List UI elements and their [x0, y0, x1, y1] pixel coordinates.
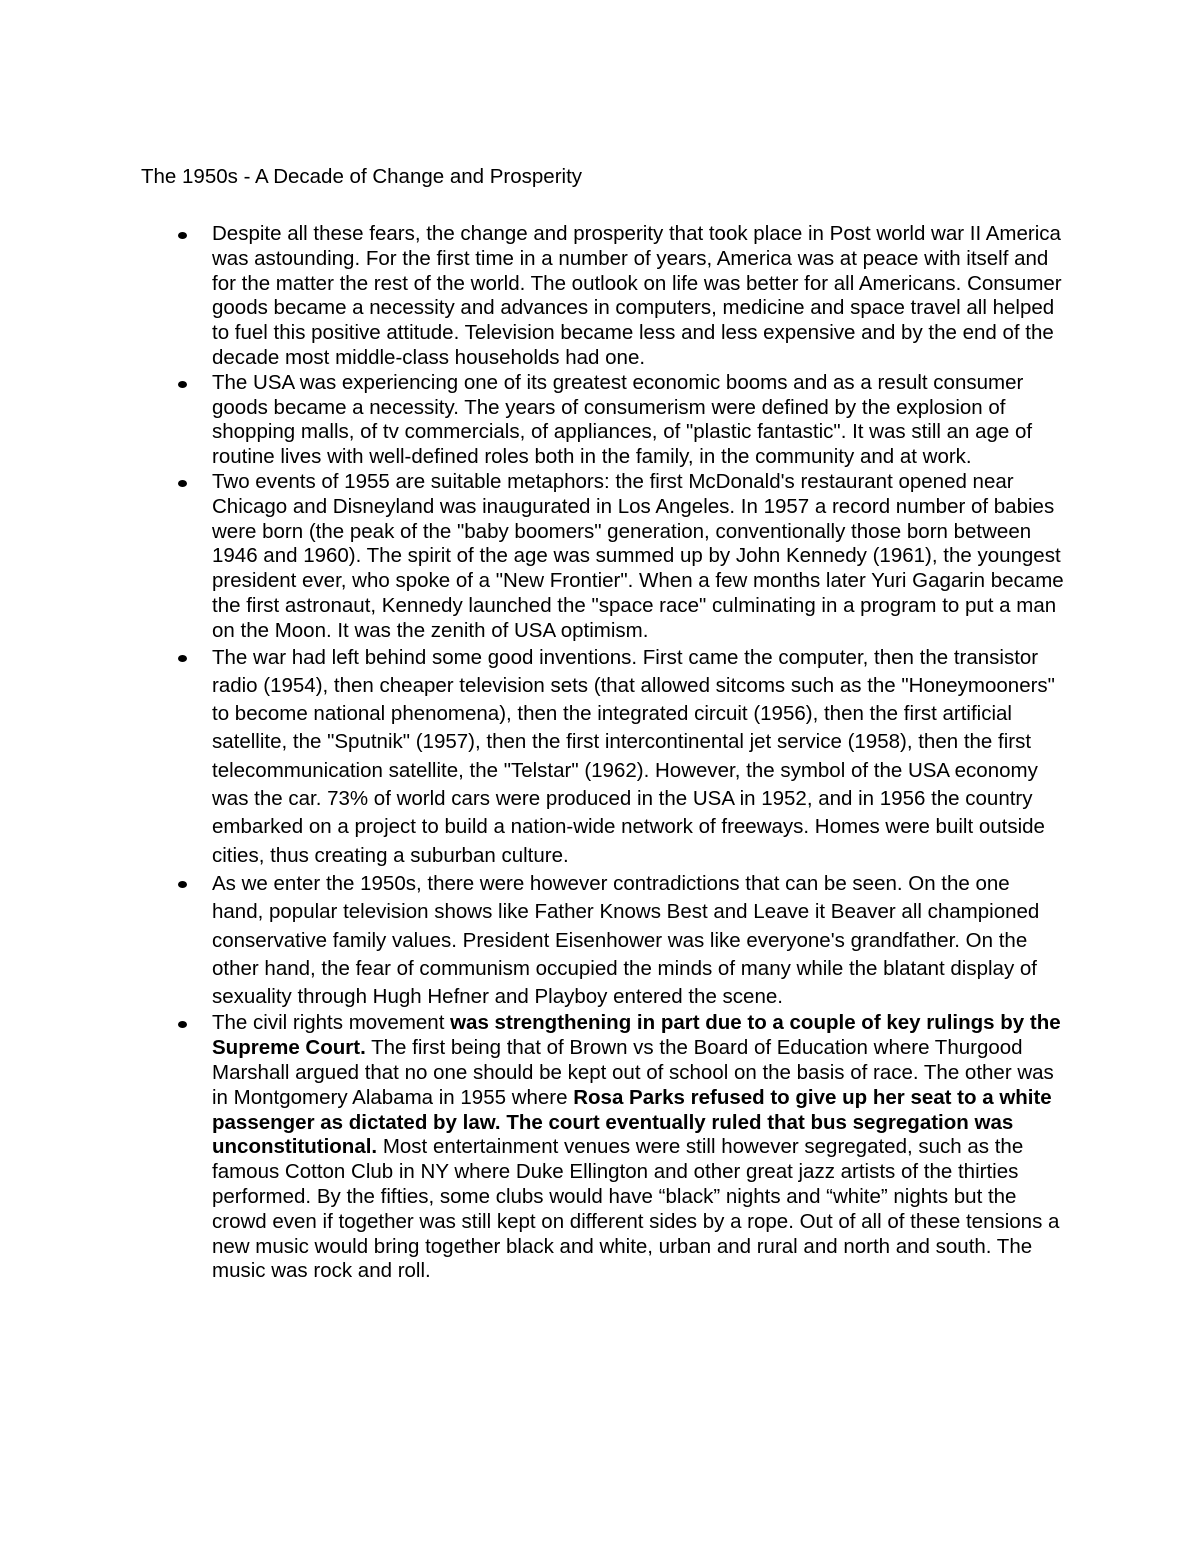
bullet-item-economic-boom	[212, 371, 1064, 470]
bullet-icon	[178, 232, 187, 239]
bullet-text: The war had left behind some good inventions. First came the computer, then the transistor radio (1954), then cheaper television sets (that allowed sitcoms such as the "Honeymooners" to become national phenomena), then the integrated circuit (1956), then the first artificial satellite, the "Sputnik" (1957), then the first intercontinental jet service (1958), then the first telecommunication satellite, the "Telstar" (1962). However, the symbol of the USA economy was the car. 73% of world cars were produced in the USA in 1952, and in 1956 the country embarked on a project to build a nation-wide network of freeways. Homes were built outside cities, thus creating a suburban culture.	[212, 645, 1055, 867]
bullet-item-events-1955	[212, 470, 1064, 644]
bullet-item-postwar-prosperity	[212, 222, 1064, 371]
bullet-icon	[178, 381, 187, 388]
bullet-icon	[178, 480, 187, 487]
document-title: The 1950s - A Decade of Change and Prosperity	[141, 165, 583, 188]
bullet-text: Two events of 1955 are suitable metaphors: the first McDonald's restaurant opened near Chicago and Disneyland was inaugurated in Los Angeles. In 1957 a record number of babies were born (the peak of the "baby boomers" generation, conventionally those born between 1946 and 1960). The spirit of the age was summed up by John Kennedy (1961), the youngest president ever, who spoke of a "New Frontier". When a few months later Yuri Gagarin became the first astronaut, Kennedy launched the "space race" culminating in a program to put a man on the Moon. It was the zenith of USA optimism.	[212, 469, 1064, 642]
bullet-list	[0, 222, 1200, 1284]
bullet-item-contradictions	[212, 870, 1064, 1011]
text-segment: The first being that of Brown vs the Board of Education where Thurgood Marshall argued that no one should be kept out of school on the basis of race. The other was in Montgomery Alabama in 1955 where	[212, 1036, 1054, 1109]
bold-text-segment: was strengthening in part due to a couple of key rulings by the Supreme Court.	[212, 1011, 1061, 1060]
bullet-text: Despite all these fears, the change and prosperity that took place in Post world war II America was astounding. For the first time in a number of years, America was at peace with itself and for the matter the rest of the world. The outlook on life was better for all Americans. Consumer goods became a necessity and advances in computers, medicine and space travel all helped to fuel this positive attitude. Television became less and less expensive and by the end of the decade most middle-class households had one.	[212, 222, 1062, 369]
text-segment: Most entertainment venues were still however segregated, such as the famous Cotton Club in NY where Duke Ellington and other great jazz artists of the thirties performed. By the fifties, some clubs would have “black” nights and “white” nights but the crowd even if together was still kept on different sides by a rope. Out of all of these tensions a new music would bring together black and white, urban and rural and north and south. The music was rock and roll.	[212, 1135, 1060, 1283]
bullet-text: The USA was experiencing one of its greatest economic booms and as a result consumer goods became a necessity. The years of consumerism were defined by the explosion of shopping malls, of tv commercials, of appliances, of "plastic fantastic". It was still an age of routine lives with well-defined roles both in the family, in the community and at work.	[212, 370, 1033, 469]
bullet-icon	[178, 655, 187, 662]
bullet-item-inventions	[212, 644, 1064, 870]
bullet-text: As we enter the 1950s, there were however contradictions that can be seen. On the one hand, popular television shows like Father Knows Best and Leave it Beaver all championed conservative family values. President Eisenhower was like everyone's grandfather. On the other hand, the fear of communism occupied the minds of many while the blatant display of sexuality through Hugh Hefner and Playboy entered the scene.	[212, 871, 1040, 1009]
bullet-icon	[178, 881, 187, 888]
bullet-item-civil-rights	[212, 1011, 1064, 1284]
bullet-text	[212, 1011, 1064, 1284]
bold-text-segment: Rosa Parks refused to give up her seat to a white passenger as dictated by law. The court eventually ruled that bus segregation was unconstitutional.	[212, 1085, 1052, 1159]
bullet-icon	[178, 1021, 187, 1028]
text-segment: The civil rights movement	[212, 1011, 451, 1035]
